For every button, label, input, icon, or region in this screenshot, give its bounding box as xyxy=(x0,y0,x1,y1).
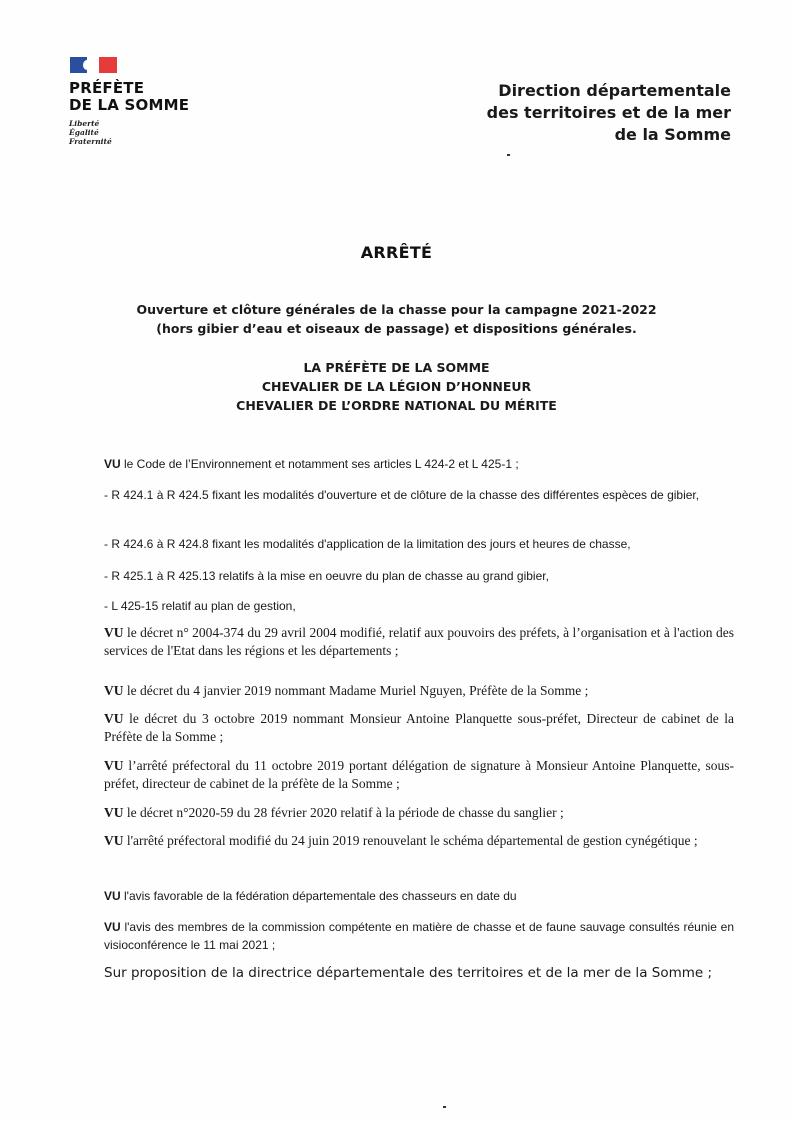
subtitle-line: Ouverture et clôture générales de la chasse pour la campagne 2021-2022 xyxy=(136,302,657,317)
authority-line: CHEVALIER DE LA LÉGION D’HONNEUR xyxy=(261,379,532,394)
document-title: ARRÊTÉ xyxy=(360,243,433,262)
visa-item xyxy=(104,535,734,553)
visa-prefix: VU xyxy=(104,805,124,820)
visa-text: l'avis des membres de la commission compétente en matière de chasse et de faune sauvage consultés réunie en visioconférence le 11 mai 2021 ; xyxy=(104,920,734,952)
visa-prefix: VU xyxy=(104,625,124,640)
republic-motto xyxy=(69,119,229,146)
visa-text: le décret n° 2004-374 du 29 avril 2004 modifié, relatif aux pouvoirs des préfets, à l’organisation et à l'action des services de l'Etat dans les régions et les départements ; xyxy=(104,625,734,658)
subtitle-line: (hors gibier d’eau et oiseaux de passage) et dispositions générales. xyxy=(156,321,637,336)
visa-prefix: VU xyxy=(104,833,124,848)
direction-line: des territoires et de la mer xyxy=(486,103,731,122)
visa-item xyxy=(104,918,734,954)
visa-prefix: VU xyxy=(104,683,124,698)
logo-title xyxy=(69,80,229,114)
scan-speck xyxy=(443,1106,446,1108)
motto-fraternite: Fraternité xyxy=(69,137,112,146)
visa-item xyxy=(104,887,734,905)
visa-prefix: VU xyxy=(104,758,124,773)
visa-prefix: VU xyxy=(104,457,121,471)
visa-text: - R 425.1 à R 425.13 relatifs à la mise en oeuvre du plan de chasse au grand gibier, xyxy=(104,569,549,583)
visa-text: - L 425-15 relatif au plan de gestion, xyxy=(104,599,296,613)
visa-item xyxy=(104,567,734,585)
direction-line: Direction départementale xyxy=(498,81,731,100)
visa-text: - R 424.6 à R 424.8 fixant les modalités d'application de la limitation des jours et heures de chasse, xyxy=(104,537,631,551)
visa-text: l'arrêté préfectoral modifié du 24 juin 2019 renouvelant le schéma départemental de gestion cynégétique ; xyxy=(123,833,698,848)
authority-line: LA PRÉFÈTE DE LA SOMME xyxy=(303,360,490,375)
visa-text: - R 424.1 à R 424.5 fixant les modalités d'ouverture et de clôture de la chasse des différentes espèces de gibier, xyxy=(104,488,700,502)
visa-text: le Code de l’Environnement et notamment ses articles L 424-2 et L 425-1 ; xyxy=(120,457,519,471)
motto-liberte: Liberté xyxy=(69,119,100,128)
visa-text: le décret du 4 janvier 2019 nommant Madame Muriel Nguyen, Préfète de la Somme ; xyxy=(123,683,589,698)
visa-item xyxy=(104,682,734,700)
visa-text: le décret du 3 octobre 2019 nommant Monsieur Antoine Planquette sous-préfet, Directeur de cabinet de la Préfète de la Somme ; xyxy=(104,711,734,744)
marianne-flag-icon xyxy=(70,57,117,73)
visa-prefix: VU xyxy=(104,889,121,903)
scan-speck xyxy=(507,154,510,156)
visa-text: l’arrêté préfectoral du 11 octobre 2019 portant délégation de signature à Monsieur Antoine Planquette, sous-préfet, directeur de cabinet de la préfète de la Somme ; xyxy=(104,758,734,791)
authority-block xyxy=(0,358,793,415)
prefecture-logo xyxy=(69,57,229,146)
visa-prefix: VU xyxy=(104,920,121,934)
logo-title-line2: DE LA SOMME xyxy=(69,96,190,114)
visa-text: le décret n°2020-59 du 28 février 2020 relatif à la période de chasse du sanglier ; xyxy=(123,805,564,820)
visa-item xyxy=(104,624,734,660)
visa-item xyxy=(104,710,734,746)
issuing-direction xyxy=(487,80,731,146)
visa-item xyxy=(104,757,734,793)
proposal-paragraph: Sur proposition de la directrice départementale des territoires et de la mer de la Somme ; xyxy=(104,965,713,981)
visa-item xyxy=(104,486,734,504)
visa-item xyxy=(104,455,734,473)
logo-title-line1: PRÉFÈTE xyxy=(69,79,145,97)
direction-line: de la Somme xyxy=(614,125,731,144)
document-subtitle xyxy=(0,300,793,338)
visa-prefix: VU xyxy=(104,711,124,726)
authority-line: CHEVALIER DE L’ORDRE NATIONAL DU MÉRITE xyxy=(236,398,557,413)
visa-item xyxy=(104,832,734,850)
visa-item xyxy=(104,804,734,822)
visa-item xyxy=(104,597,734,615)
visa-text: l'avis favorable de la fédération départementale des chasseurs en date du xyxy=(120,889,517,903)
motto-egalite: Égalité xyxy=(69,128,99,137)
